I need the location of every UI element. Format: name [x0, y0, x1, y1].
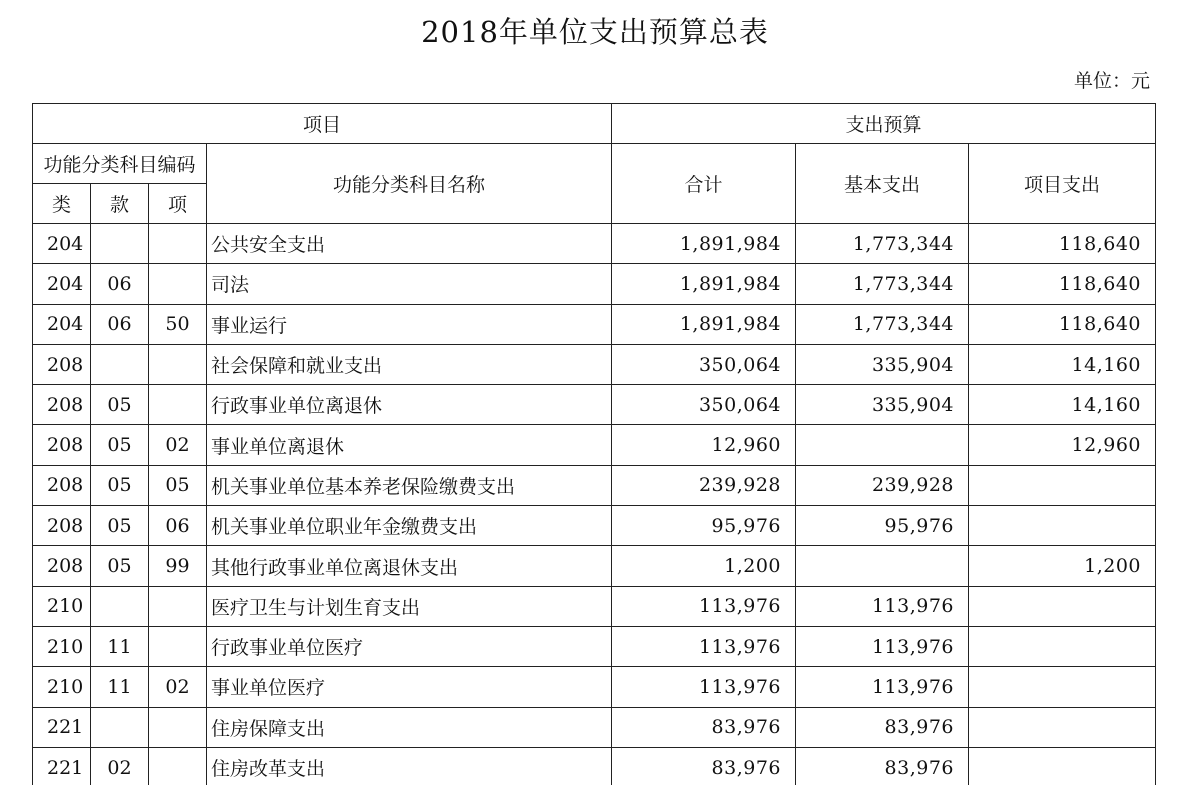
cell-basic: 113,976 — [796, 667, 969, 707]
table-body — [33, 224, 1156, 785]
cell-total: 12,960 — [612, 425, 796, 465]
cell-subject-name: 社会保障和就业支出 — [207, 344, 612, 384]
cell-xiang — [149, 707, 207, 747]
cell-subject-name: 公共安全支出 — [207, 224, 612, 264]
cell-subject-name: 行政事业单位医疗 — [207, 626, 612, 666]
table-row — [33, 546, 1156, 586]
cell-lei: 208 — [33, 465, 91, 505]
cell-lei: 210 — [33, 667, 91, 707]
cell-xiang — [149, 747, 207, 785]
cell-basic: 1,773,344 — [796, 304, 969, 344]
cell-kuan: 11 — [91, 626, 149, 666]
cell-subject-name: 事业运行 — [207, 304, 612, 344]
cell-project-expense — [969, 626, 1156, 666]
header-budget: 支出预算 — [612, 104, 1156, 144]
header-lei: 类 — [33, 184, 91, 224]
cell-xiang: 50 — [149, 304, 207, 344]
cell-basic: 113,976 — [796, 626, 969, 666]
table-row — [33, 707, 1156, 747]
cell-subject-name: 机关事业单位基本养老保险缴费支出 — [207, 465, 612, 505]
cell-basic: 335,904 — [796, 385, 969, 425]
cell-basic: 1,773,344 — [796, 224, 969, 264]
cell-project-expense: 14,160 — [969, 385, 1156, 425]
cell-kuan: 05 — [91, 546, 149, 586]
cell-total: 350,064 — [612, 385, 796, 425]
cell-kuan: 05 — [91, 465, 149, 505]
cell-xiang — [149, 344, 207, 384]
cell-subject-name: 住房保障支出 — [207, 707, 612, 747]
cell-basic: 335,904 — [796, 344, 969, 384]
cell-subject-name: 行政事业单位离退休 — [207, 385, 612, 425]
cell-lei: 208 — [33, 546, 91, 586]
cell-project-expense: 118,640 — [969, 304, 1156, 344]
cell-project-expense — [969, 747, 1156, 785]
cell-subject-name: 住房改革支出 — [207, 747, 612, 785]
cell-project-expense — [969, 506, 1156, 546]
table-row — [33, 667, 1156, 707]
table-row — [33, 224, 1156, 264]
table-row — [33, 506, 1156, 546]
cell-basic — [796, 546, 969, 586]
header-xiang: 项 — [149, 184, 207, 224]
cell-project-expense — [969, 707, 1156, 747]
cell-kuan: 05 — [91, 385, 149, 425]
cell-subject-name: 其他行政事业单位离退休支出 — [207, 546, 612, 586]
cell-kuan: 06 — [91, 304, 149, 344]
cell-kuan: 02 — [91, 747, 149, 785]
cell-subject-name: 事业单位医疗 — [207, 667, 612, 707]
cell-project-expense — [969, 586, 1156, 626]
cell-lei: 208 — [33, 425, 91, 465]
header-basic: 基本支出 — [796, 144, 969, 224]
table-row — [33, 747, 1156, 785]
cell-project-expense: 118,640 — [969, 224, 1156, 264]
cell-lei: 208 — [33, 385, 91, 425]
header-project-expense: 项目支出 — [969, 144, 1156, 224]
cell-basic: 239,928 — [796, 465, 969, 505]
table-row — [33, 264, 1156, 304]
cell-xiang: 99 — [149, 546, 207, 586]
cell-lei: 221 — [33, 707, 91, 747]
cell-basic: 95,976 — [796, 506, 969, 546]
cell-subject-name: 事业单位离退休 — [207, 425, 612, 465]
cell-lei: 204 — [33, 224, 91, 264]
cell-lei: 210 — [33, 586, 91, 626]
cell-total: 1,891,984 — [612, 224, 796, 264]
cell-kuan — [91, 586, 149, 626]
cell-xiang — [149, 586, 207, 626]
cell-project-expense: 1,200 — [969, 546, 1156, 586]
header-project: 项目 — [33, 104, 612, 144]
table-row — [33, 465, 1156, 505]
page-title: 2018年单位支出预算总表 — [421, 15, 769, 49]
cell-xiang — [149, 626, 207, 666]
cell-basic: 113,976 — [796, 586, 969, 626]
cell-kuan — [91, 707, 149, 747]
table-row — [33, 626, 1156, 666]
cell-basic: 83,976 — [796, 747, 969, 785]
table-row — [33, 586, 1156, 626]
cell-basic — [796, 425, 969, 465]
cell-lei: 204 — [33, 264, 91, 304]
cell-basic: 83,976 — [796, 707, 969, 747]
table-row — [33, 304, 1156, 344]
cell-kuan: 06 — [91, 264, 149, 304]
cell-project-expense: 14,160 — [969, 344, 1156, 384]
table-row — [33, 344, 1156, 384]
cell-total: 113,976 — [612, 667, 796, 707]
cell-total: 113,976 — [612, 586, 796, 626]
cell-kuan: 05 — [91, 425, 149, 465]
cell-kuan — [91, 344, 149, 384]
cell-total: 350,064 — [612, 344, 796, 384]
unit-label: 单位：元 — [1073, 70, 1150, 92]
header-total: 合计 — [612, 144, 796, 224]
table-row — [33, 425, 1156, 465]
cell-lei: 208 — [33, 506, 91, 546]
cell-project-expense: 12,960 — [969, 425, 1156, 465]
cell-lei: 208 — [33, 344, 91, 384]
cell-xiang: 02 — [149, 425, 207, 465]
cell-lei: 210 — [33, 626, 91, 666]
cell-kuan: 11 — [91, 667, 149, 707]
cell-total: 239,928 — [612, 465, 796, 505]
cell-project-expense — [969, 465, 1156, 505]
cell-total: 83,976 — [612, 747, 796, 785]
cell-total: 1,891,984 — [612, 264, 796, 304]
cell-xiang: 02 — [149, 667, 207, 707]
budget-table — [32, 103, 1156, 785]
cell-total: 1,891,984 — [612, 304, 796, 344]
table-row — [33, 385, 1156, 425]
header-kuan: 款 — [91, 184, 149, 224]
cell-basic: 1,773,344 — [796, 264, 969, 304]
cell-xiang: 05 — [149, 465, 207, 505]
cell-total: 113,976 — [612, 626, 796, 666]
header-subject-name: 功能分类科目名称 — [207, 144, 612, 224]
cell-total: 83,976 — [612, 707, 796, 747]
cell-subject-name: 机关事业单位职业年金缴费支出 — [207, 506, 612, 546]
cell-xiang: 06 — [149, 506, 207, 546]
cell-kuan — [91, 224, 149, 264]
cell-project-expense: 118,640 — [969, 264, 1156, 304]
cell-xiang — [149, 385, 207, 425]
cell-total: 95,976 — [612, 506, 796, 546]
cell-project-expense — [969, 667, 1156, 707]
cell-total: 1,200 — [612, 546, 796, 586]
cell-lei: 204 — [33, 304, 91, 344]
cell-kuan: 05 — [91, 506, 149, 546]
cell-xiang — [149, 264, 207, 304]
cell-lei: 221 — [33, 747, 91, 785]
cell-xiang — [149, 224, 207, 264]
cell-subject-name: 司法 — [207, 264, 612, 304]
header-code-group: 功能分类科目编码 — [33, 144, 207, 184]
cell-subject-name: 医疗卫生与计划生育支出 — [207, 586, 612, 626]
